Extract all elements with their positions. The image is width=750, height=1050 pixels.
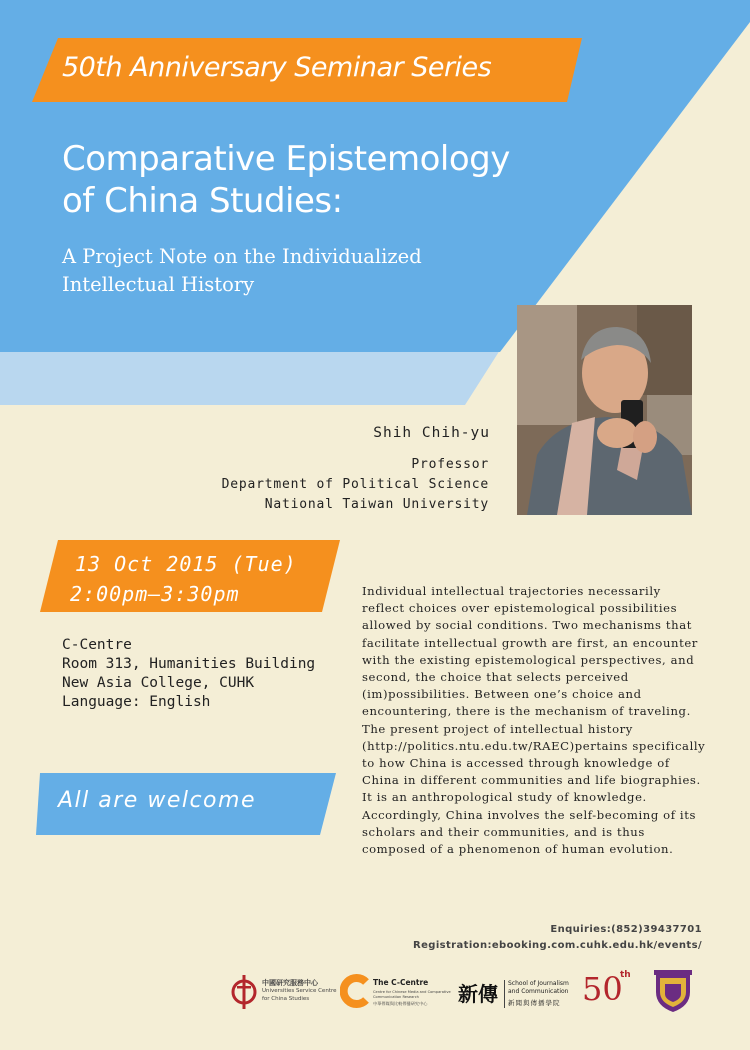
ccentre-logo [340, 972, 455, 1016]
sjc-divider [504, 980, 505, 1008]
venue-line-3: New Asia College, CUHK [62, 675, 255, 691]
sjc-logo [458, 972, 568, 1016]
anniversary-suffix: th [620, 970, 631, 980]
registration-text: Registration:ebooking.com.cuhk.edu.hk/events/ [412, 940, 702, 951]
event-time: 2:00pm–3:30pm [70, 582, 240, 606]
usc-name-en-2: for China Studies [262, 996, 310, 1002]
venue-block [62, 636, 315, 712]
subtitle-line-1: A Project Note on the Individualized [62, 245, 422, 268]
main-title-line-2: of China Studies: [62, 181, 343, 221]
venue-line-2: Room 313, Humanities Building [62, 656, 316, 672]
main-title [62, 138, 622, 222]
speaker-university: National Taiwan University [264, 497, 489, 512]
welcome-text: All are welcome [58, 788, 256, 813]
abstract-text: Individual intellectual trajectories necessarily reflect choices over epistemological possibilities allowed by social conditions. Two mechanisms that facilitate intellectual growth are first, an encounter with the existing epistemological perspectives, and second, the choice that selects perceived (im)possibilities. Between one’s choice and encountering, there is the mechanism of traveling. The present project of intellectual history (http://politics.ntu.edu.tw/RAEC)pertains specifically to how China is accessed through knowledge of China in different communities and life biographies. It is an anthropological study of knowledge. Accordingly, China involves the self-becoming of its scholars and their communities, and is thus composed of a phenomenon of human evolution. [362, 584, 706, 857]
anniversary-logo [582, 966, 634, 1016]
ccentre-title: The C-Centre [373, 978, 429, 987]
subtitle-line-2: Intellectual History [62, 273, 255, 296]
speaker-position: Professor [411, 457, 489, 472]
enquiries-text: Enquiries:(852)39437701 [550, 924, 702, 935]
ccentre-name-cn: 中華傳媒與比較傳播研究中心 [373, 1001, 428, 1006]
venue-line-1: C-Centre [62, 637, 132, 653]
anniversary-number: 50 [582, 970, 623, 1008]
usc-name-cn: 中國研究服務中心 [262, 979, 318, 987]
ccentre-subtitle: Centre for Chinese Media and Comparative Communication Research [373, 990, 451, 999]
speaker-photo [517, 305, 692, 515]
sjc-mark: 新傳 [458, 982, 498, 1006]
light-blue-band [0, 350, 500, 405]
series-title: 50th Anniversary Seminar Series [62, 52, 492, 83]
speaker-name: Shih Chih-yu [373, 425, 490, 441]
sjc-name-en-2: and Communication [508, 988, 569, 995]
speaker-department: Department of Political Science [221, 477, 489, 492]
ccentre-c-icon [340, 974, 370, 1008]
venue-language: Language: English [62, 694, 211, 710]
subtitle [62, 243, 542, 299]
main-title-line-1: Comparative Epistemology [62, 139, 510, 179]
usc-emblem-icon [230, 972, 258, 1012]
cuhk-crest-icon [650, 968, 696, 1014]
event-date: 13 Oct 2015 (Tue) [75, 552, 297, 576]
usc-logo [230, 972, 350, 1016]
sjc-name-en-1: School of Journalism [508, 980, 569, 987]
sjc-name-cn: 新聞與傳播學院 [508, 999, 561, 1007]
usc-name-en-1: Universities Service Centre [262, 988, 337, 994]
